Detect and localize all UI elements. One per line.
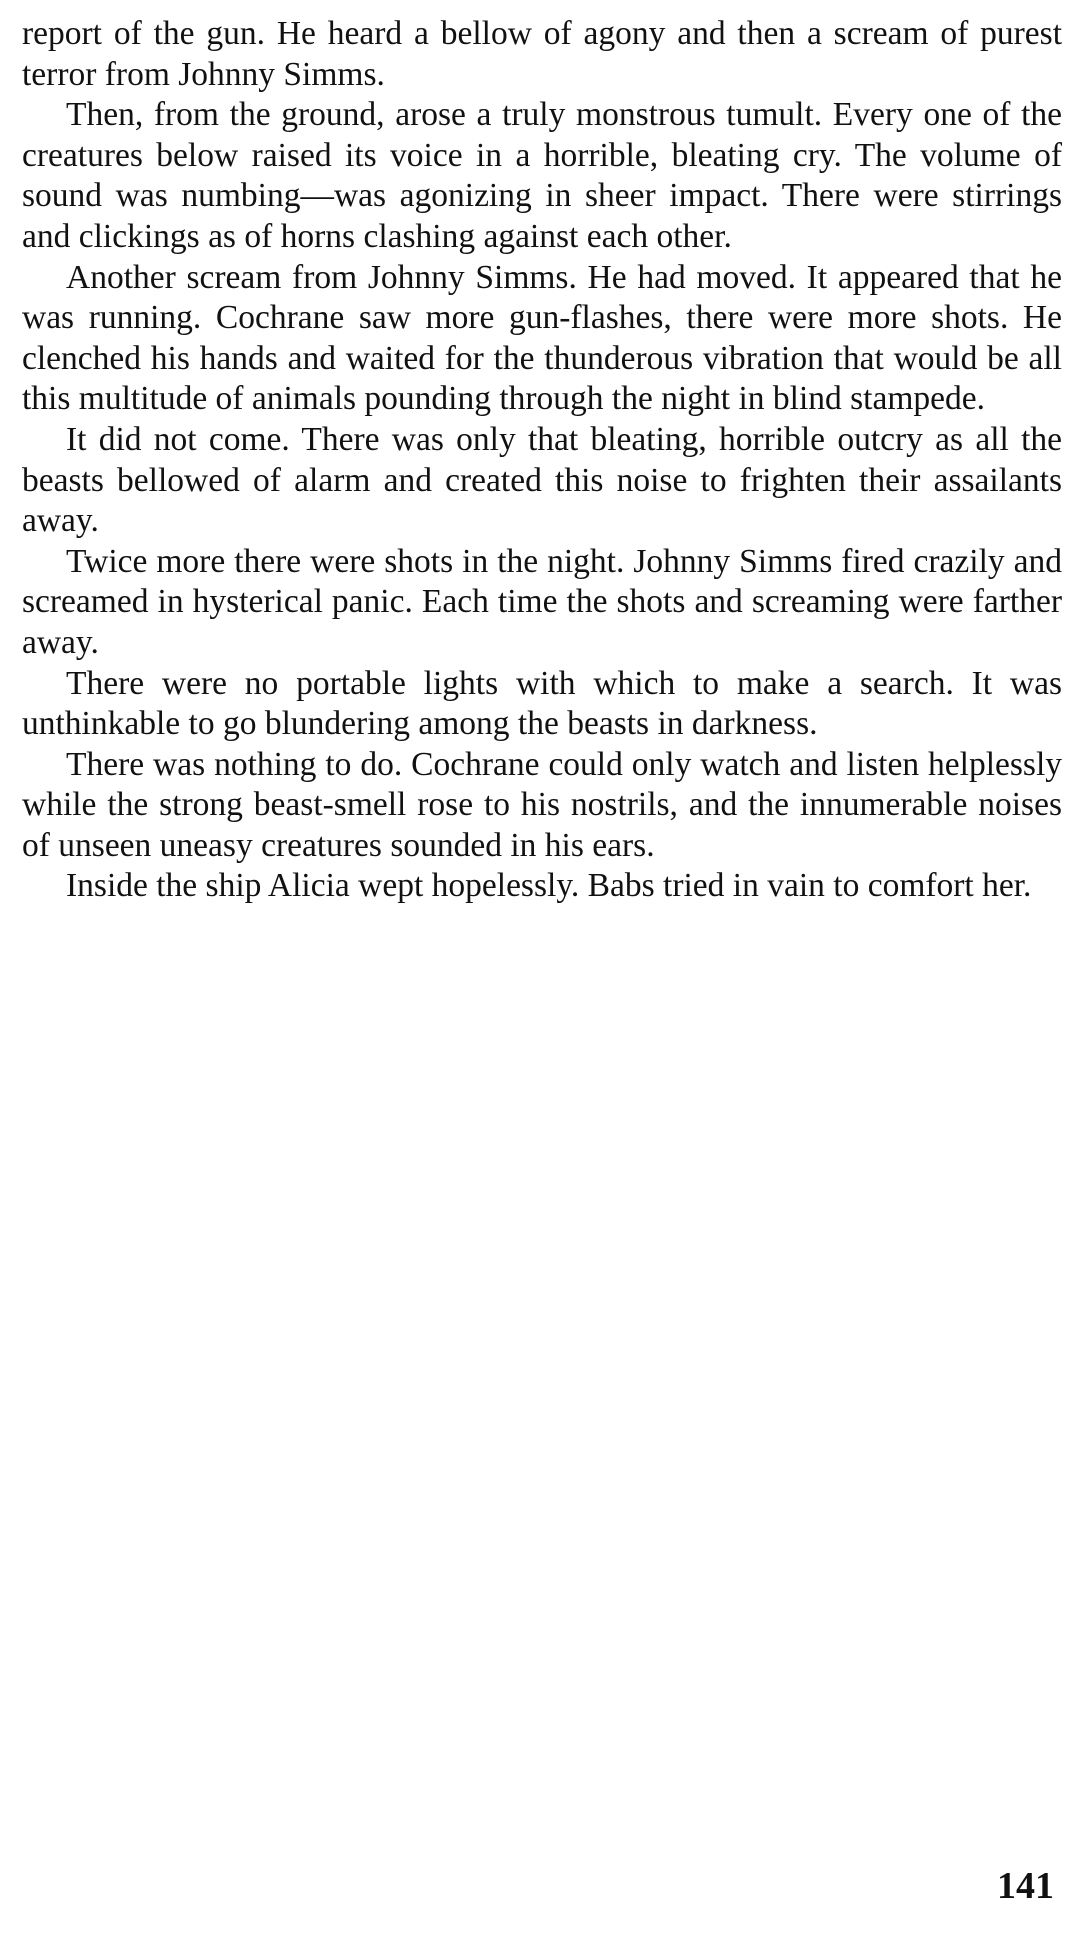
- paragraph-1: report of the gun. He heard a bellow of agony and then a scream of purest terror from Johnny Simms.: [22, 15, 1062, 93]
- paragraph-4: It did not come. There was only that bleating, horrible outcry as all the beasts bellowed of alarm and created this noise to frighten their assailants away.: [22, 420, 1062, 540]
- paragraph-8: Inside the ship Alicia wept hopelessly. Babs tried in vain to comfort her.: [66, 867, 1032, 905]
- body-text: [22, 14, 1062, 907]
- paragraph-7: There was nothing to do. Cochrane could only watch and listen helplessly while the strong beast-smell rose to his nostrils, and the innumerable noises of unseen uneasy creatures sounded in his ears.: [22, 745, 1062, 864]
- paragraph-2: Then, from the ground, arose a truly monstrous tumult. Every one of the creatures below raised its voice in a horrible, bleating cry. The volume of sound was numbing—was agonizing in sheer impact. There were stirrings and clickings as of horns clashing against each other.: [22, 96, 1062, 255]
- paragraph-3: Another scream from Johnny Simms. He had moved. It appeared that he was running. Cochrane saw more gun-flashes, there were more shots. He clenched his hands and waited for the thunderous vibration that would be all this multitude of animals pounding through the night in blind stampede.: [22, 258, 1062, 418]
- page-number: 141: [997, 1865, 1054, 1907]
- paragraph-6: There were no portable lights with which to make a search. It was unthinkable to go blundering among the beasts in darkness.: [22, 664, 1062, 743]
- paragraph-5: Twice more there were shots in the night. Johnny Simms fired crazily and screamed in hysterical panic. Each time the shots and screaming were farther away.: [22, 542, 1062, 661]
